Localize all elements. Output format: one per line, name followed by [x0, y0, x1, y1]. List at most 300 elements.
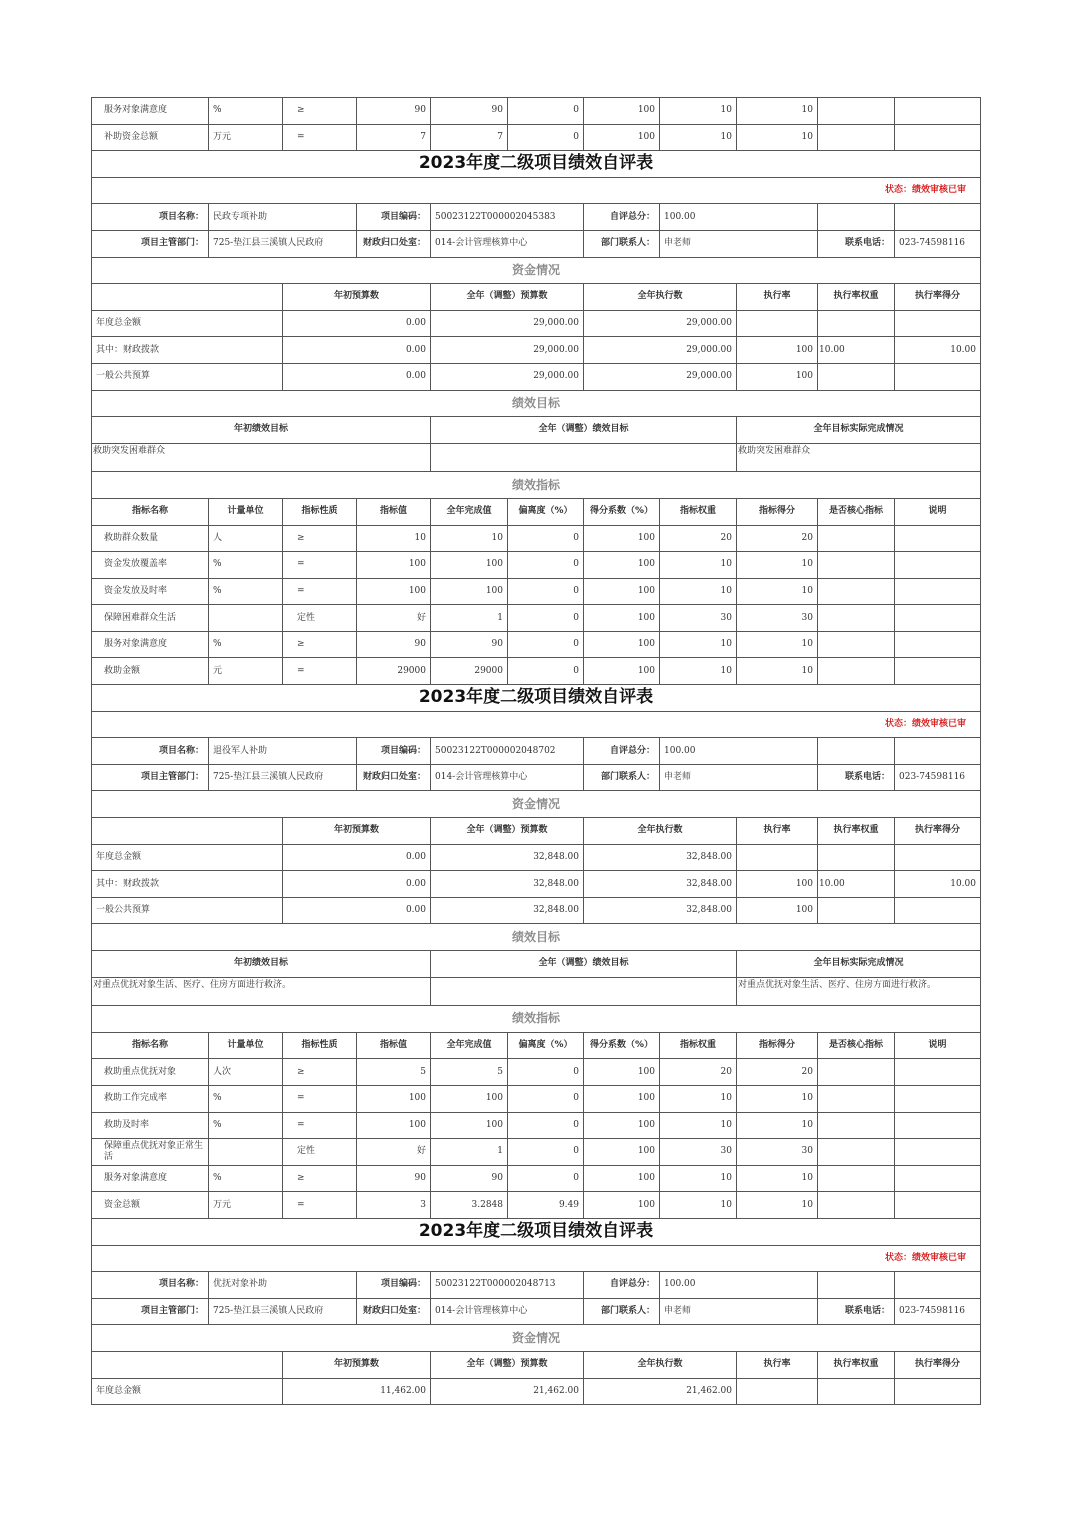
indicator-cell: 保障困难群众生活: [92, 605, 209, 632]
indicator-cell: 元: [209, 658, 283, 685]
indicator-cell: 100: [584, 552, 660, 579]
indicator-cell: 90: [431, 1165, 508, 1192]
indicator-cell: 100: [584, 1139, 660, 1166]
goal-initial: 对重点优抚对象生活、医疗、住房方面进行救济。: [92, 977, 431, 1006]
funds-item: 年度总金额: [92, 1378, 283, 1405]
funds-value: [895, 844, 981, 871]
funds-value: [895, 897, 981, 924]
indicator-cell: 29000: [357, 658, 431, 685]
indicator-cell: 100: [584, 525, 660, 552]
goal-header: 全年（调整）绩效目标: [431, 417, 737, 444]
phone-label: 联系电话：: [818, 764, 895, 791]
indicator-cell: [818, 631, 895, 658]
funds-header: 年初预算数: [283, 1351, 431, 1378]
finance-office-value: 014-会计管理核算中心: [431, 1298, 584, 1325]
funds-header: 年初预算数: [283, 818, 431, 845]
indicator-header: 说明: [895, 498, 981, 525]
section-row: [92, 257, 981, 284]
project-info-row: [92, 764, 981, 791]
contact-person-label: 部门联系人：: [584, 230, 660, 257]
indicator-cell: 10: [737, 1085, 818, 1112]
status-row: [92, 177, 981, 204]
funds-header: 执行率权重: [818, 284, 895, 311]
indicator-cell: 10: [357, 525, 431, 552]
indicator-header: 指标性质: [283, 498, 357, 525]
funds-value: 21,462.00: [431, 1378, 584, 1405]
funds-value: 29,000.00: [584, 310, 737, 337]
indicator-cell: [818, 1165, 895, 1192]
funds-item: 其中：财政拨款: [92, 871, 283, 898]
funds-value: 10.00: [895, 337, 981, 364]
indicator-cell: [895, 605, 981, 632]
indicator-cell: 10: [737, 124, 818, 151]
indicator-cell: [895, 552, 981, 579]
goals-section-title: 绩效目标: [92, 390, 981, 417]
indicator-cell: 0: [508, 1059, 584, 1086]
indicator-cell: %: [209, 1165, 283, 1192]
finance-office-label: 财政归口处室：: [357, 1298, 431, 1325]
indicator-header: 指标值: [357, 1032, 431, 1059]
contact-person-label: 部门联系人：: [584, 1298, 660, 1325]
indicator-cell: 100: [584, 1165, 660, 1192]
funds-value: 11,462.00: [283, 1378, 431, 1405]
indicator-cell: 0: [508, 525, 584, 552]
indicator-cell: [818, 578, 895, 605]
indicator-cell: ≥: [283, 1165, 357, 1192]
indicators-header-row: [92, 498, 981, 525]
indicator-cell: 100: [584, 1192, 660, 1219]
indicator-cell: 0: [508, 1165, 584, 1192]
indicator-cell: 0: [508, 1139, 584, 1166]
goal-header: 年初绩效目标: [92, 951, 431, 978]
indicator-cell: 救助工作完成率: [92, 1085, 209, 1112]
indicator-cell: [818, 605, 895, 632]
project-info-row: [92, 230, 981, 257]
funds-header-blank: [92, 1351, 283, 1378]
indicator-cell: [895, 1112, 981, 1139]
indicator-cell: 救助金额: [92, 658, 209, 685]
funds-value: 100: [737, 363, 818, 390]
funds-value: 100: [737, 897, 818, 924]
goals-row: [92, 977, 981, 1006]
indicator-cell: 7: [357, 124, 431, 151]
funds-header: 全年执行数: [584, 284, 737, 311]
indicator-cell: 5: [357, 1059, 431, 1086]
indicator-cell: 9.49: [508, 1192, 584, 1219]
indicator-cell: 100: [584, 1059, 660, 1086]
indicator-header: 指标性质: [283, 1032, 357, 1059]
indicator-cell: %: [209, 1112, 283, 1139]
indicator-cell: 补助资金总额: [92, 124, 209, 151]
indicator-cell: 万元: [209, 1192, 283, 1219]
self-score-value: 100.00: [660, 738, 818, 765]
funds-header: 执行率: [737, 284, 818, 311]
project-info-row: [92, 204, 981, 231]
indicator-cell: 10: [660, 578, 737, 605]
funds-value: [895, 310, 981, 337]
indicator-cell: 10: [660, 631, 737, 658]
empty-cell: [895, 738, 981, 765]
funds-value: 21,462.00: [584, 1378, 737, 1405]
indicator-row: [92, 1085, 981, 1112]
goal-initial: 救助突发困难群众: [92, 443, 431, 472]
funds-header: 全年（调整）预算数: [431, 284, 584, 311]
indicator-cell: [209, 1139, 283, 1166]
indicator-cell: 30: [737, 605, 818, 632]
phone-label: 联系电话：: [818, 1298, 895, 1325]
indicator-cell: ≥: [283, 98, 357, 125]
funds-header-row: [92, 1351, 981, 1378]
section-row: [92, 390, 981, 417]
indicator-row: [92, 605, 981, 632]
finance-office-value: 014-会计管理核算中心: [431, 764, 584, 791]
indicator-cell: [818, 1085, 895, 1112]
indicator-cell: ≥: [283, 1059, 357, 1086]
indicator-header: 得分系数（%）: [584, 1032, 660, 1059]
indicator-cell: 10: [737, 1192, 818, 1219]
section-row: [92, 791, 981, 818]
section-row: [92, 924, 981, 951]
contact-person-value: 申老师: [660, 764, 818, 791]
indicator-cell: 定性: [283, 605, 357, 632]
funds-header: 执行率得分: [895, 818, 981, 845]
funds-value: [818, 844, 895, 871]
contact-person-value: 申老师: [660, 230, 818, 257]
indicator-cell: 20: [660, 1059, 737, 1086]
indicator-cell: 100: [584, 605, 660, 632]
funds-value: [818, 897, 895, 924]
indicator-cell: 10: [660, 1085, 737, 1112]
goals-header-row: [92, 951, 981, 978]
funds-header: 全年执行数: [584, 1351, 737, 1378]
indicator-cell: 1: [431, 1139, 508, 1166]
phone-value: 023-74598116: [895, 230, 981, 257]
funds-value: 29,000.00: [431, 310, 584, 337]
indicator-header: 偏离度（%）: [508, 1032, 584, 1059]
indicator-cell: 10: [431, 525, 508, 552]
indicator-cell: 90: [357, 631, 431, 658]
indicator-row: [92, 631, 981, 658]
indicator-row: [92, 552, 981, 579]
indicator-cell: 0: [508, 658, 584, 685]
indicator-header: 得分系数（%）: [584, 498, 660, 525]
indicator-cell: 20: [737, 525, 818, 552]
status-row: [92, 711, 981, 738]
indicator-cell: 0: [508, 631, 584, 658]
indicator-cell: =: [283, 124, 357, 151]
sheet-title: 2023年度二级项目绩效自评表: [92, 685, 981, 712]
funds-value: 100: [737, 337, 818, 364]
indicators-header-row: [92, 1032, 981, 1059]
indicator-cell: 100: [431, 578, 508, 605]
indicator-cell: 资金发放覆盖率: [92, 552, 209, 579]
empty-cell: [818, 204, 895, 231]
indicator-cell: 万元: [209, 124, 283, 151]
indicator-row: [92, 1165, 981, 1192]
title-row: [92, 1218, 981, 1245]
funds-header-row: [92, 818, 981, 845]
funds-value: 0.00: [283, 844, 431, 871]
funds-header-blank: [92, 284, 283, 311]
indicator-cell: 29000: [431, 658, 508, 685]
goal-header: 全年（调整）绩效目标: [431, 951, 737, 978]
indicator-cell: 0: [508, 1085, 584, 1112]
funds-section-title: 资金情况: [92, 1325, 981, 1352]
indicator-cell: 救助重点优抚对象: [92, 1059, 209, 1086]
indicator-cell: 100: [431, 1112, 508, 1139]
goal-actual: 对重点优抚对象生活、医疗、住房方面进行救济。: [737, 977, 981, 1006]
indicator-header: 是否核心指标: [818, 498, 895, 525]
indicator-cell: =: [283, 1112, 357, 1139]
project-name-label: 项目名称：: [92, 738, 209, 765]
indicator-cell: 20: [660, 525, 737, 552]
indicator-cell: 救助及时率: [92, 1112, 209, 1139]
contact-person-value: 申老师: [660, 1298, 818, 1325]
indicator-cell: 资金发放及时率: [92, 578, 209, 605]
funds-row: [92, 844, 981, 871]
empty-cell: [818, 1272, 895, 1299]
project-info-row: [92, 738, 981, 765]
indicator-cell: 10: [660, 1165, 737, 1192]
indicator-cell: 服务对象满意度: [92, 631, 209, 658]
project-code-value: 50023122T000002048702: [431, 738, 584, 765]
indicator-cell: 10: [660, 1112, 737, 1139]
phone-label: 联系电话：: [818, 230, 895, 257]
indicator-cell: 0: [508, 124, 584, 151]
title-row: [92, 685, 981, 712]
project-name-value: 优抚对象补助: [209, 1272, 357, 1299]
indicator-cell: 10: [737, 1112, 818, 1139]
funds-header: 执行率: [737, 818, 818, 845]
indicator-cell: 10: [660, 658, 737, 685]
funds-header: 全年（调整）预算数: [431, 1351, 584, 1378]
funds-item: 一般公共预算: [92, 897, 283, 924]
funds-row: [92, 897, 981, 924]
funds-section-title: 资金情况: [92, 257, 981, 284]
funds-row: [92, 1378, 981, 1405]
goals-row: [92, 443, 981, 472]
project-code-value: 50023122T000002045383: [431, 204, 584, 231]
status-row: [92, 1245, 981, 1272]
indicator-cell: 好: [357, 1139, 431, 1166]
indicator-cell: [818, 1059, 895, 1086]
title-row: [92, 151, 981, 178]
funds-value: 32,848.00: [584, 897, 737, 924]
indicator-cell: 人次: [209, 1059, 283, 1086]
funds-item: 其中：财政拨款: [92, 337, 283, 364]
indicator-cell: [895, 525, 981, 552]
indicator-cell: 90: [431, 631, 508, 658]
funds-value: 0.00: [283, 871, 431, 898]
indicator-cell: 100: [357, 578, 431, 605]
indicator-cell: 0: [508, 98, 584, 125]
indicator-cell: 0: [508, 552, 584, 579]
indicator-cell: 10: [737, 552, 818, 579]
indicator-cell: [818, 124, 895, 151]
manager-dept-value: 725-垫江县三溪镇人民政府: [209, 230, 357, 257]
project-code-label: 项目编码：: [357, 204, 431, 231]
indicator-header: 指标得分: [737, 1032, 818, 1059]
project-info-row: [92, 1298, 981, 1325]
status-label: 状态：绩效审核已审: [92, 1245, 981, 1272]
funds-value: 29,000.00: [431, 363, 584, 390]
funds-header-row: [92, 284, 981, 311]
indicator-cell: 10: [737, 578, 818, 605]
funds-value: [895, 1378, 981, 1405]
indicator-row: [92, 1139, 981, 1166]
self-score-label: 自评总分：: [584, 1272, 660, 1299]
indicator-cell: 100: [584, 124, 660, 151]
indicator-cell: 100: [584, 658, 660, 685]
funds-header: 执行率得分: [895, 284, 981, 311]
project-name-label: 项目名称：: [92, 1272, 209, 1299]
indicator-cell: 5: [431, 1059, 508, 1086]
indicators-section-title: 绩效指标: [92, 472, 981, 499]
indicator-cell: [895, 658, 981, 685]
funds-value: [818, 310, 895, 337]
indicator-cell: 100: [584, 578, 660, 605]
indicator-cell: %: [209, 631, 283, 658]
funds-value: 10.00: [818, 871, 895, 898]
indicator-cell: 100: [584, 1112, 660, 1139]
indicator-row: [92, 1059, 981, 1086]
section-row: [92, 1006, 981, 1033]
project-code-label: 项目编码：: [357, 1272, 431, 1299]
sheet-title: 2023年度二级项目绩效自评表: [92, 1218, 981, 1245]
self-evaluation-table: [91, 97, 981, 1405]
indicator-cell: [818, 98, 895, 125]
funds-value: [818, 1378, 895, 1405]
indicator-cell: [895, 578, 981, 605]
self-score-label: 自评总分：: [584, 738, 660, 765]
indicator-cell: [818, 525, 895, 552]
indicator-cell: 90: [357, 1165, 431, 1192]
indicator-cell: 定性: [283, 1139, 357, 1166]
goals-header-row: [92, 417, 981, 444]
funds-value: [737, 844, 818, 871]
project-code-label: 项目编码：: [357, 738, 431, 765]
indicator-cell: 100: [357, 1085, 431, 1112]
indicator-cell: 3.2848: [431, 1192, 508, 1219]
funds-header: 全年执行数: [584, 818, 737, 845]
funds-header: 年初预算数: [283, 284, 431, 311]
funds-header-blank: [92, 818, 283, 845]
phone-value: 023-74598116: [895, 1298, 981, 1325]
contact-person-label: 部门联系人：: [584, 764, 660, 791]
indicator-header: 偏离度（%）: [508, 498, 584, 525]
indicator-row: [92, 525, 981, 552]
indicator-cell: ≥: [283, 525, 357, 552]
indicator-cell: 10: [737, 1165, 818, 1192]
manager-dept-value: 725-垫江县三溪镇人民政府: [209, 764, 357, 791]
indicator-cell: 90: [431, 98, 508, 125]
indicator-cell: 7: [431, 124, 508, 151]
indicator-cell: %: [209, 1085, 283, 1112]
section-row: [92, 472, 981, 499]
self-score-value: 100.00: [660, 1272, 818, 1299]
funds-value: [737, 310, 818, 337]
goal-adjusted: [431, 443, 737, 472]
indicator-cell: 20: [737, 1059, 818, 1086]
indicator-cell: [895, 1192, 981, 1219]
funds-value: 32,848.00: [431, 844, 584, 871]
project-name-value: 民政专项补助: [209, 204, 357, 231]
funds-value: 32,848.00: [431, 871, 584, 898]
indicator-header: 指标值: [357, 498, 431, 525]
funds-value: 32,848.00: [584, 844, 737, 871]
indicator-header: 指标名称: [92, 498, 209, 525]
funds-value: 100: [737, 871, 818, 898]
indicator-cell: =: [283, 658, 357, 685]
indicator-cell: 服务对象满意度: [92, 98, 209, 125]
funds-value: [895, 363, 981, 390]
project-name-value: 退役军人补助: [209, 738, 357, 765]
indicator-header: 指标权重: [660, 498, 737, 525]
funds-value: 32,848.00: [584, 871, 737, 898]
indicator-header: 计量单位: [209, 1032, 283, 1059]
indicator-cell: 10: [737, 98, 818, 125]
indicator-header: 全年完成值: [431, 1032, 508, 1059]
indicator-cell: 1: [431, 605, 508, 632]
indicator-row: [92, 658, 981, 685]
goal-adjusted: [431, 977, 737, 1006]
funds-header: 执行率权重: [818, 818, 895, 845]
indicator-cell: [895, 124, 981, 151]
self-score-value: 100.00: [660, 204, 818, 231]
indicator-row: [92, 1192, 981, 1219]
project-name-label: 项目名称：: [92, 204, 209, 231]
funds-value: 29,000.00: [584, 363, 737, 390]
funds-header: 执行率权重: [818, 1351, 895, 1378]
empty-cell: [895, 1272, 981, 1299]
indicator-cell: [818, 1192, 895, 1219]
finance-office-label: 财政归口处室：: [357, 764, 431, 791]
indicator-cell: [895, 1165, 981, 1192]
indicator-cell: 保障重点优抚对象正常生活: [92, 1139, 209, 1166]
indicator-cell: 人: [209, 525, 283, 552]
goal-actual: 救助突发困难群众: [737, 443, 981, 472]
funds-header: 执行率: [737, 1351, 818, 1378]
funds-row: [92, 337, 981, 364]
manager-dept-label: 项目主管部门：: [92, 230, 209, 257]
finance-office-value: 014-会计管理核算中心: [431, 230, 584, 257]
indicator-cell: [818, 552, 895, 579]
funds-item: 年度总金额: [92, 310, 283, 337]
indicator-cell: =: [283, 578, 357, 605]
funds-row: [92, 871, 981, 898]
manager-dept-label: 项目主管部门：: [92, 764, 209, 791]
indicator-cell: [209, 605, 283, 632]
project-code-value: 50023122T000002048713: [431, 1272, 584, 1299]
indicator-header: 计量单位: [209, 498, 283, 525]
indicators-section-title: 绩效指标: [92, 1006, 981, 1033]
indicator-cell: %: [209, 552, 283, 579]
finance-office-label: 财政归口处室：: [357, 230, 431, 257]
indicator-cell: 10: [660, 552, 737, 579]
funds-value: 0.00: [283, 363, 431, 390]
self-score-label: 自评总分：: [584, 204, 660, 231]
funds-row: [92, 310, 981, 337]
goals-section-title: 绩效目标: [92, 924, 981, 951]
indicator-cell: 0: [508, 605, 584, 632]
funds-item: 年度总金额: [92, 844, 283, 871]
empty-cell: [895, 204, 981, 231]
indicator-header: 指标得分: [737, 498, 818, 525]
funds-value: [737, 1378, 818, 1405]
indicator-cell: 100: [357, 552, 431, 579]
indicator-cell: 30: [660, 605, 737, 632]
indicator-cell: [895, 98, 981, 125]
